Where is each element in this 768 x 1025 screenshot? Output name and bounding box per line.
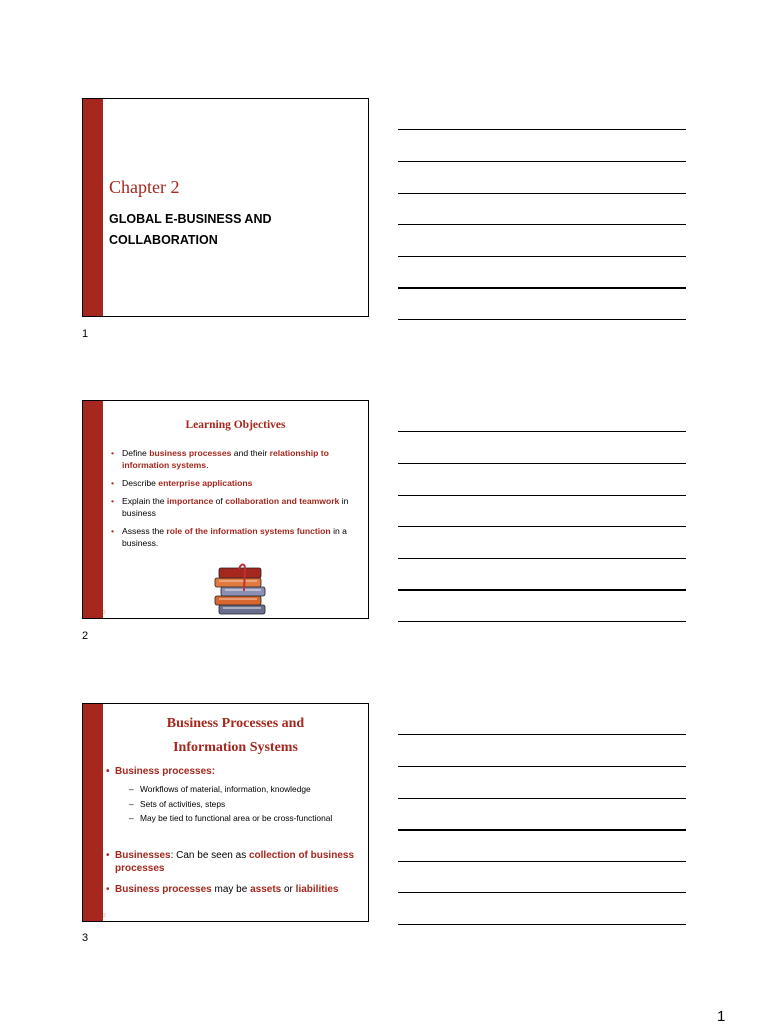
slide-corner-number: 3	[103, 913, 106, 919]
slide-2-number: 2	[82, 630, 89, 642]
slide-1-number: 1	[82, 328, 89, 340]
slide-3-number: 3	[82, 932, 89, 944]
slide-accent-bar	[83, 401, 103, 618]
slide-2-title: Learning Objectives	[185, 419, 286, 431]
slide-3	[82, 703, 369, 922]
slide-1	[82, 98, 369, 317]
page-number: 1	[717, 1008, 726, 1025]
list-item: – May be tied to functional area or be cross-functional	[129, 813, 359, 825]
list-item: – Sets of activities, steps	[129, 799, 359, 811]
slide-3-title: Business Processes and Information Systems	[166, 716, 305, 755]
slide-accent-bar	[83, 99, 103, 316]
list-item: • Describe enterprise applications	[111, 477, 356, 489]
slide-1-title: Chapter 2	[109, 177, 180, 197]
list-item: • Explain the importance of collaboration and teamwork in business	[111, 495, 356, 519]
slide-2	[82, 400, 369, 619]
books-icon	[211, 561, 271, 617]
slide-accent-bar	[83, 704, 103, 921]
list-item: • Business processes:	[106, 766, 216, 777]
list-item: • Define business processes and their relationship to information systems.	[111, 447, 356, 471]
objectives-list	[111, 447, 356, 555]
slide-corner-number: 2	[103, 610, 106, 616]
slide-1-subtitle: GLOBAL E-BUSINESS AND COLLABORATION	[109, 212, 272, 247]
list-item: • Business processes may be assets or liabilities	[106, 884, 339, 895]
list-item: • Businesses: Can be seen as collection of business processes	[106, 850, 355, 874]
list-item: – Workflows of material, information, knowledge	[129, 784, 359, 796]
list-item: • Assess the role of the information systems function in a business.	[111, 525, 356, 549]
sub-list	[129, 784, 359, 828]
